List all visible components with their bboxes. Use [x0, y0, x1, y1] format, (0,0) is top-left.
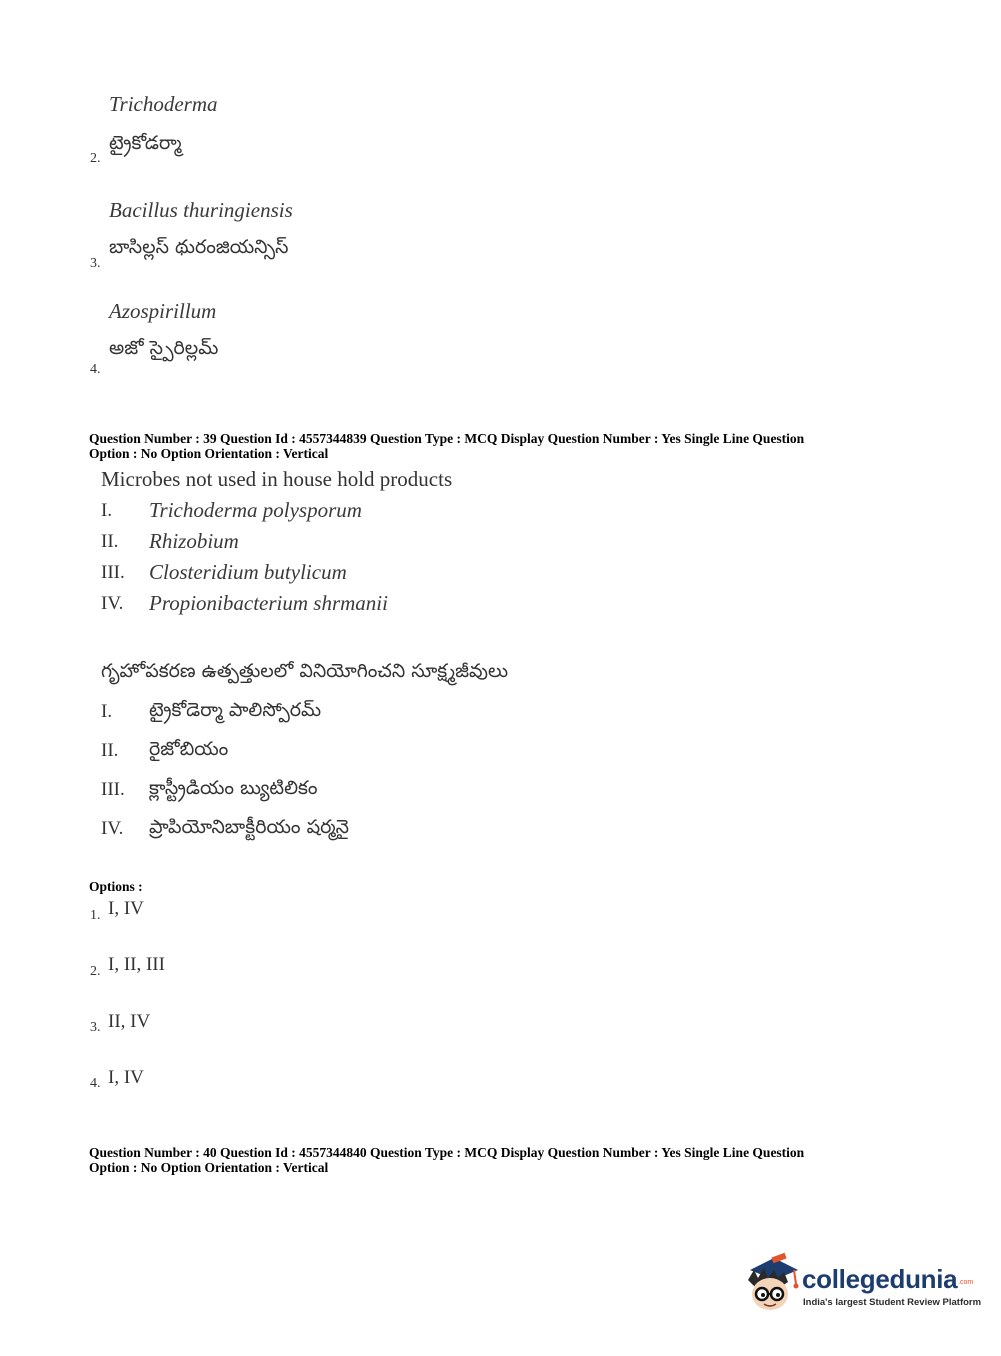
option-3-number: 3. — [90, 1020, 101, 1035]
telugu-item-1-roman: I. — [101, 701, 113, 722]
question-39-stem-telugu: గృహోపకరణ ఉత్పత్తులలో వినియోగించని సూక్ష్మజీవులు — [101, 660, 509, 682]
option-4-number: 4. — [90, 1076, 101, 1091]
english-item-4-text: Propionibacterium shrmanii — [149, 591, 388, 615]
option-2-number: 2. — [90, 964, 101, 979]
question-39-stem-english: Microbes not used in house hold products — [101, 467, 453, 491]
prev-option-4-number: 4. — [90, 362, 101, 377]
option-4-text: I, IV — [108, 1067, 144, 1088]
logo-name: collegedunia — [802, 1264, 958, 1294]
english-item-1-text: Trichoderma polysporum — [149, 498, 362, 522]
telugu-item-4-text: ప్రాపియోనిబాక్టీరియం షర్మనై — [149, 816, 349, 838]
prev-option-2-number: 2. — [90, 151, 101, 166]
telugu-item-4-roman: IV. — [101, 818, 124, 839]
options-label: Options : — [89, 879, 143, 894]
english-item-3-roman: III. — [101, 562, 125, 583]
telugu-item-3-text: క్లాస్ట్రీడియం బ్యుటిలికం — [149, 777, 318, 799]
option-2-text: I, II, III — [108, 954, 165, 975]
english-item-1-roman: I. — [101, 500, 113, 521]
question-40-meta-line1: Question Number : 40 Question Id : 4557344840 Question Type : MCQ Display Question Number : Yes Single Line Question — [89, 1145, 805, 1160]
prev-option-2-telugu: ట్రైకోడర్మా — [109, 132, 182, 154]
english-item-2-roman: II. — [101, 531, 119, 552]
english-item-4-roman: IV. — [101, 593, 124, 614]
english-item-3-text: Closteridium butylicum — [149, 560, 347, 584]
telugu-item-2-roman: II. — [101, 740, 119, 761]
option-3-text: II, IV — [108, 1011, 151, 1032]
prev-option-3-telugu: బాసిల్లస్ థురంజియన్సిస్ — [109, 236, 289, 258]
prev-option-4-telugu: అజో స్పైరిల్లమ్ — [109, 337, 219, 359]
question-40-meta-line2: Option : No Option Orientation : Vertical — [89, 1160, 329, 1175]
question-39-meta-line2: Option : No Option Orientation : Vertical — [89, 446, 329, 461]
collegedunia-logo — [742, 1250, 982, 1316]
prev-option-2-latin: Trichoderma — [109, 92, 218, 116]
mascot-icon — [742, 1250, 802, 1316]
prev-option-3-latin: Bacillus thuringiensis — [109, 198, 293, 222]
prev-option-4-latin: Azospirillum — [109, 299, 217, 323]
logo-tagline: India's largest Student Review Platform — [803, 1297, 982, 1308]
logo-com: .com — [958, 1279, 974, 1286]
option-1-number: 1. — [90, 908, 101, 923]
telugu-item-2-text: రైజోబియం — [149, 738, 229, 760]
question-39-meta-line1: Question Number : 39 Question Id : 4557344839 Question Type : MCQ Display Question Number : Yes Single Line Question — [89, 431, 805, 446]
prev-option-3-number: 3. — [90, 256, 101, 271]
telugu-item-3-roman: III. — [101, 779, 125, 800]
english-item-2-text: Rhizobium — [149, 529, 239, 553]
option-1-text: I, IV — [108, 898, 144, 919]
telugu-item-1-text: ట్రైకోడెర్మా పాలిస్పోరమ్ — [149, 699, 322, 721]
